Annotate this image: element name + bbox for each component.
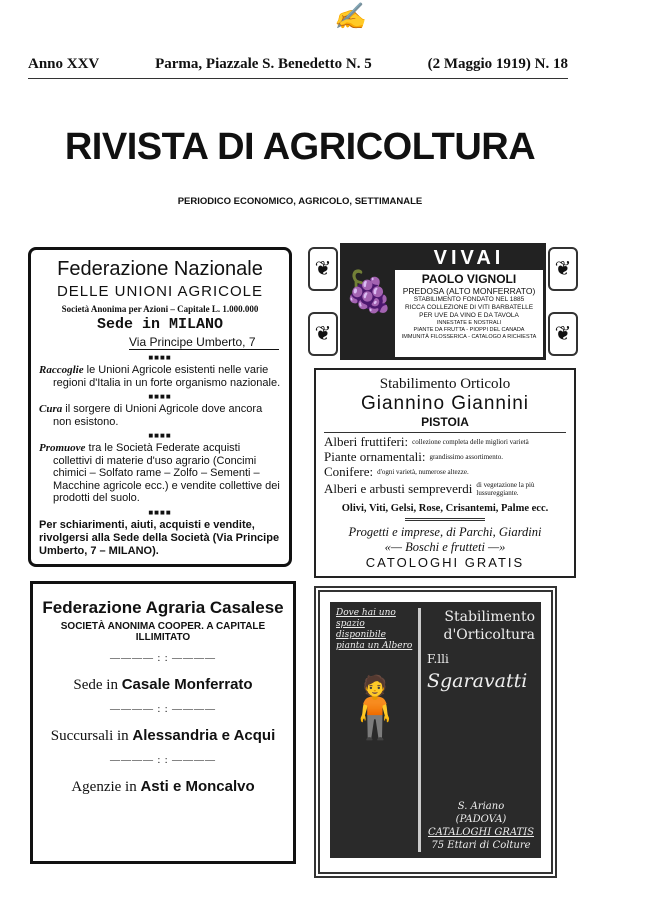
- handwritten-signature: ✍: [333, 2, 367, 32]
- left-column: [28, 247, 296, 864]
- separator: ■■■■: [148, 507, 172, 517]
- sede: Sede in MILANO: [96, 316, 224, 333]
- issue-header: [28, 56, 568, 79]
- ad-subtitle: SOCIETÀ ANONIMA COOPER. A CAPITALE ILLIMITATO: [60, 620, 266, 643]
- issue-date: (2 Maggio 1919) N. 18: [427, 56, 568, 72]
- ad-giannini: [314, 368, 576, 578]
- ad-vivai-vignoli: [308, 243, 578, 360]
- sede-line: Sede in Casale Monferrato: [73, 675, 253, 693]
- ad-title: Sgaravatti: [427, 670, 528, 692]
- products: Olivi, Viti, Gelsi, Rose, Crisantemi, Palme ecc.: [341, 503, 549, 514]
- ornament: ———— : : ————: [109, 703, 217, 715]
- ad-place: PREDOSA (ALTO MONFERRATO): [402, 286, 536, 296]
- masthead-title: RIVISTA DI AGRICOLTURA: [64, 126, 536, 168]
- agenzie-line: Agenzie in Asti e Moncalvo: [71, 777, 255, 795]
- tree-illustration: [418, 608, 535, 852]
- vine-ornament-left: ❦ ❦: [308, 243, 338, 360]
- fratelli: F.lli: [427, 652, 449, 666]
- ad-city: PISTOIA: [324, 415, 566, 433]
- ornament: ———— : : ————: [109, 652, 217, 664]
- catalog: CATOLOGHI GRATIS: [365, 555, 525, 570]
- ad-heading: Stabilimento d'Orticoltura: [443, 609, 535, 643]
- projects: Progetti e imprese, di Parchi, Giardini: [348, 525, 542, 539]
- year: Anno XXV: [28, 56, 100, 72]
- ad-line: PER UVE DA VINO E DA TAVOLA: [419, 312, 519, 319]
- ad-sgaravatti: [314, 586, 557, 878]
- ad-line: IMMUNITÀ FILOSSERICA - CATALOGO A RICHIESTA: [401, 334, 537, 340]
- grape-icon: 🍇: [344, 269, 394, 314]
- product-row: Alberi e arbusti sempreverdi di vegetazione la più lussureggiante.: [324, 481, 535, 497]
- ad-line: PIANTE DA FRUTTA - PIOPPI DEL CANADA: [413, 327, 525, 333]
- ad-heading: Stabilimento Orticolo: [379, 376, 511, 392]
- product-row: Piante ornamentali: grandissimo assortimento.: [324, 449, 503, 464]
- ad-title: Federazione Agraria Casalese: [42, 597, 284, 617]
- product-row: Alberi fruttiferi: collezione completa delle migliori varietà: [324, 434, 529, 449]
- closing: Per schiarimenti, aiuti, acquisti e vendite, rivolgersi alla Sede della Società (Via Principe Umberto, 7 – MILANO).: [39, 518, 280, 557]
- ad-name: PAOLO VIGNOLI: [421, 272, 517, 286]
- via: Via Principe Umberto, 7: [129, 335, 279, 350]
- succursali-line: Succursali in Alessandria e Acqui: [50, 726, 276, 744]
- vine-ornament-right: ❦ ❦: [548, 243, 578, 360]
- ornament: ———— : : ————: [109, 754, 217, 766]
- separator: ■■■■: [148, 431, 172, 440]
- ad-line: RICCA COLLEZIONE DI VITI BARBATELLE: [404, 304, 534, 311]
- founded: STABILIMENTO FONDATO NEL 1885: [413, 296, 525, 303]
- ad-federazione-nazionale: [28, 247, 292, 567]
- ad-title: VIVAI: [433, 247, 505, 269]
- ad-line: INNESTATE E NOSTRALI: [436, 320, 502, 326]
- item: Cura il sorgere di Unioni Agricole dove ancora non esistono.: [39, 403, 263, 428]
- ad-title: Giannino Giannini: [360, 393, 530, 414]
- divider: [405, 518, 485, 521]
- address: Parma, Piazzale S. Benedetto N. 5: [155, 56, 372, 72]
- separator: ■■■■: [148, 353, 172, 362]
- projects-line-2: «— Boschi e frutteti —»: [384, 540, 506, 554]
- item: Promuove tra le Società Federate acquisti collettivi di materie d'uso agrario (Concimi chimici – Solfato rame – Zolfo – Sementi – Macchine agricole ecc.) e vendite collettive dei prodotti del suolo.: [39, 442, 280, 504]
- location: S. Ariano (PADOVA) CATALOGHI GRATIS 75 Ettari di Colture: [427, 801, 534, 851]
- separator: ■■■■: [148, 392, 172, 401]
- product-row: Conifere: d'ogni varietà, numerose altezze.: [324, 464, 469, 479]
- item: Raccoglie le Unioni Agricole esistenti nelle varie regioni d'Italia in un forte organismo nazionale.: [39, 364, 281, 389]
- slogan: Dove hai uno spazio disponibile pianta un Albero: [336, 608, 413, 651]
- ad-subtitle: DELLE UNIONI AGRICOLE: [56, 283, 264, 300]
- ad-federazione-casalese: [30, 581, 296, 864]
- right-column: [308, 243, 578, 878]
- capital: Società Anonima per Azioni – Capitale L. 1.000.000: [61, 304, 259, 314]
- masthead-subtitle: PERIODICO ECONOMICO, AGRICOLO, SETTIMANALE: [177, 196, 423, 207]
- ad-title: Federazione Nazionale: [57, 258, 263, 280]
- gardener-illustration: 🧍: [337, 673, 413, 743]
